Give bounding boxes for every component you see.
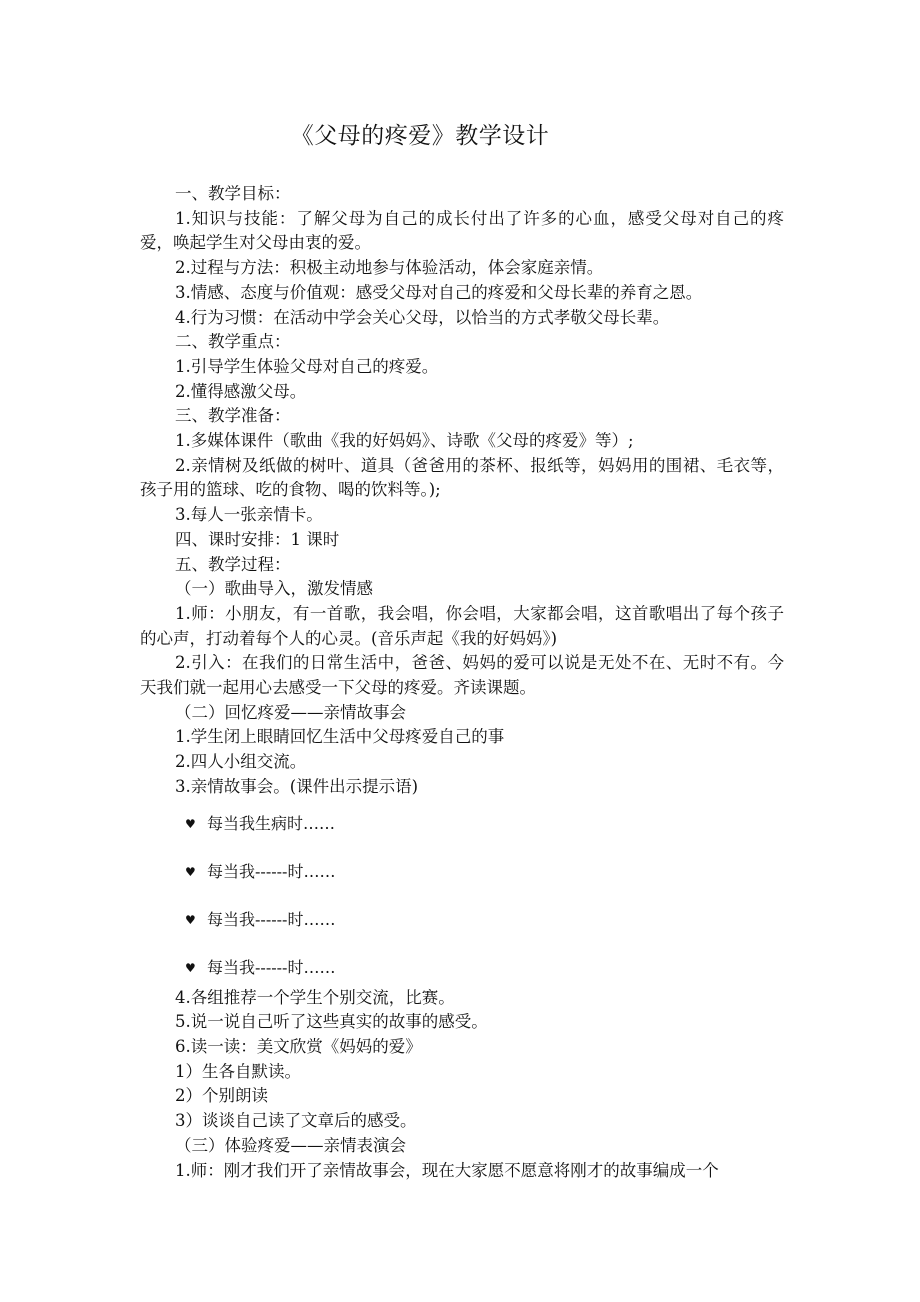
preparation-item: 2.亲情树及纸做的树叶、道具（爸爸用的茶杯、报纸等，妈妈用的围裙、毛衣等，孩子用的篮球、吃的食物、喝的饮料等。); <box>140 455 784 500</box>
process-item: 4.各组推荐一个学生个别交流，比赛。 <box>175 987 455 1007</box>
heart-icon: ♥ <box>185 912 196 927</box>
process-item: 6.读一读：美文欣赏《妈妈的爱》 <box>175 1036 422 1056</box>
part-heading: （三）体验疼爱——亲情表演会 <box>175 1135 406 1155</box>
key-point-item: 2.懂得感激父母。 <box>175 381 307 401</box>
process-item: 2.引入：在我们的日常生活中，爸爸、妈妈的爱可以说是无处不在、无时不有。今天我们就一起用心去感受一下父母的疼爱。齐读课题。 <box>140 653 784 698</box>
process-item: 3.亲情故事会。(课件出示提示语) <box>175 776 419 796</box>
prompt-bullet <box>140 902 784 950</box>
process-item: 5.说一说自己听了这些真实的故事的感受。 <box>175 1012 488 1032</box>
preparation-item: 3.每人一张亲情卡。 <box>175 505 323 525</box>
title-text: 《父母的疼爱》教学设计 <box>290 123 550 149</box>
section-heading-key-points: 二、教学重点： <box>175 332 291 352</box>
heart-icon: ♥ <box>185 960 196 975</box>
document-title <box>0 121 920 151</box>
section-heading-process: 五、教学过程： <box>175 554 291 574</box>
prompt-bullet <box>140 950 784 986</box>
section-heading-preparation: 三、教学准备： <box>175 406 291 426</box>
prompt-bullet <box>140 806 784 854</box>
section-heading-schedule: 四、课时安排：1 课时 <box>175 529 340 549</box>
objective-item: 1.知识与技能：了解父母为自己的成长付出了许多的心血，感受父母对自己的疼爱，唤起学生对父母由衷的爱。 <box>140 208 784 253</box>
process-item: 1.师：刚才我们开了亲情故事会，现在大家愿不愿意将刚才的故事编成一个 <box>175 1160 719 1180</box>
sub-item: 3）谈谈自己读了文章后的感受。 <box>175 1111 417 1131</box>
prompt-text: 每当我生病时…… <box>207 813 336 833</box>
prompt-text: 每当我------时…… <box>207 909 336 929</box>
heart-icon: ♥ <box>185 864 196 879</box>
section-heading-objectives: 一、教学目标： <box>175 184 291 203</box>
sub-item: 1）生各自默读。 <box>175 1061 301 1081</box>
prompt-bullet <box>140 854 784 902</box>
process-item: 2.四人小组交流。 <box>175 752 307 772</box>
preparation-item: 1.多媒体课件（歌曲《我的好妈妈》、诗歌《父母的疼爱》等）; <box>175 431 634 451</box>
objective-item: 2.过程与方法：积极主动地参与体验活动，体会家庭亲情。 <box>175 258 604 278</box>
process-item: 1.学生闭上眼睛回忆生活中父母疼爱自己的事 <box>175 727 505 747</box>
objective-item: 4.行为习惯：在活动中学会关心父母，以恰当的方式孝敬父母长辈。 <box>175 307 670 327</box>
part-heading: （二）回忆疼爱——亲情故事会 <box>175 702 406 722</box>
document-body <box>140 182 784 1183</box>
sub-item: 2）个别朗读 <box>175 1086 268 1106</box>
prompt-text: 每当我------时…… <box>207 957 336 977</box>
part-heading: （一）歌曲导入，激发情感 <box>175 579 373 599</box>
objective-item: 3.情感、态度与价值观：感受父母对自己的疼爱和父母长辈的养育之恩。 <box>175 282 703 302</box>
prompt-text: 每当我------时…… <box>207 861 336 881</box>
key-point-item: 1.引导学生体验父母对自己的疼爱。 <box>175 356 439 376</box>
process-item: 1.师：小朋友，有一首歌，我会唱，你会唱，大家都会唱，这首歌唱出了每个孩子的心声，打动着每个人的心灵。(音乐声起《我的好妈妈》) <box>140 603 784 648</box>
heart-icon: ♥ <box>185 816 196 831</box>
